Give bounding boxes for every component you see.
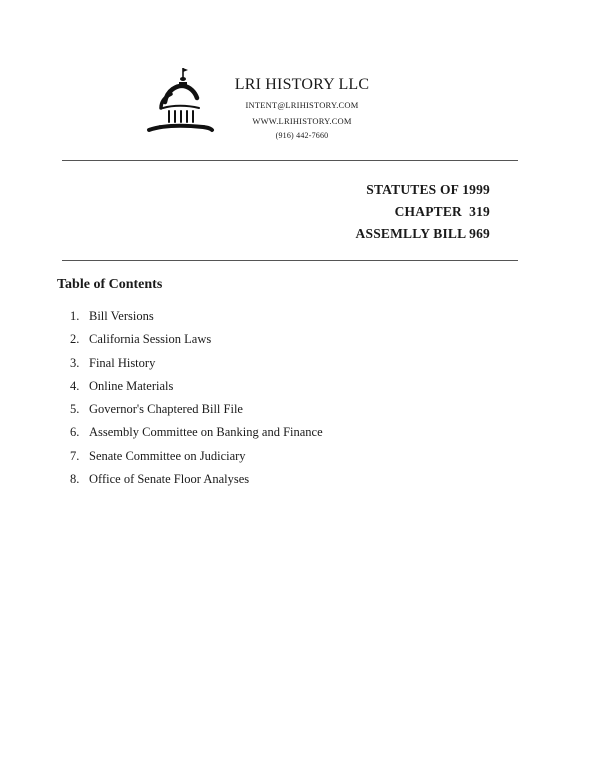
toc-item-number: 7. [70, 448, 80, 463]
toc-item [70, 379, 323, 402]
company-phone: (916) 442-7660 [275, 131, 329, 140]
toc-item-label: Final History [89, 355, 156, 370]
toc-item-label: California Session Laws [89, 332, 212, 347]
toc-item [70, 356, 323, 379]
header-divider [62, 160, 518, 161]
toc-item-number: 6. [70, 425, 80, 440]
statute-bill: ASSEMLLY BILL 969 [355, 226, 490, 241]
toc-item-number: 3. [70, 355, 80, 370]
toc-item-label: Governor's Chaptered Bill File [89, 402, 243, 417]
toc-item-label: Senate Committee on Judiciary [89, 448, 246, 463]
statute-chapter: CHAPTER 319 [394, 204, 490, 219]
toc-item-number: 5. [70, 402, 80, 417]
company-name: LRI HISTORY LLC [234, 76, 370, 93]
toc-item [70, 449, 323, 472]
capitol-dome-icon [143, 64, 215, 140]
toc-item-number: 1. [70, 309, 80, 323]
toc-item-label: Online Materials [89, 378, 174, 393]
company-email: INTENT@LRIHISTORY.COM [245, 100, 359, 110]
toc-item [70, 472, 323, 495]
company-website: WWW.LRIHISTORY.COM [252, 116, 352, 126]
toc-item [70, 402, 323, 425]
toc-item-label: Assembly Committee on Banking and Finance [89, 425, 323, 440]
toc-item [70, 425, 323, 448]
toc-item-number: 4. [70, 378, 80, 393]
toc-item-number: 8. [70, 472, 80, 487]
statute-year: STATUTES OF 1999 [366, 182, 490, 197]
toc-heading: Table of Contents [57, 277, 163, 292]
toc-item [70, 332, 323, 355]
toc-item-label: Office of Senate Floor Analyses [89, 472, 250, 487]
statute-divider [62, 260, 518, 261]
toc-list [70, 309, 323, 495]
toc-item-label: Bill Versions [89, 309, 154, 323]
toc-item-number: 2. [70, 332, 80, 347]
toc-item [70, 309, 323, 332]
